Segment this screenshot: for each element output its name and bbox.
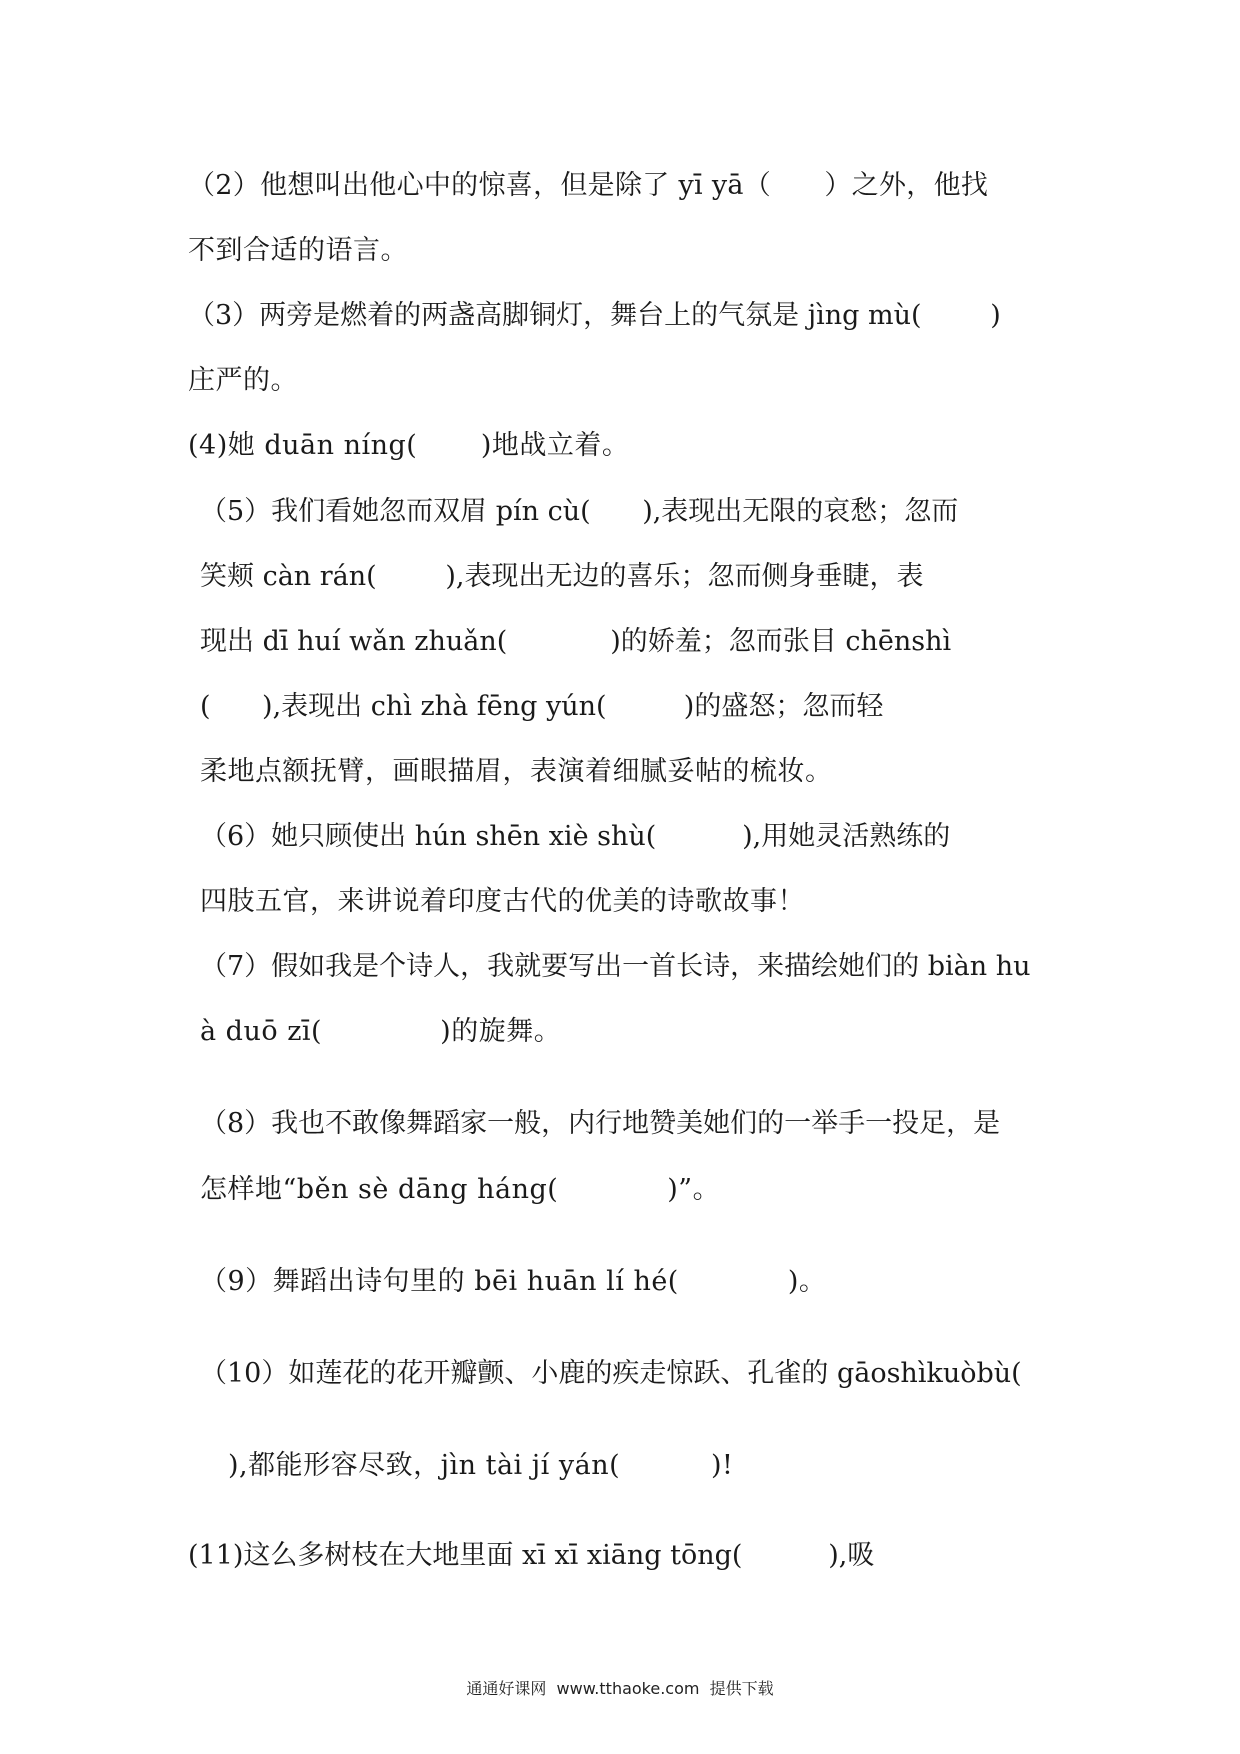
text-line: （8）我也不敢像舞蹈家一般，内行地赞美她们的一举手一投足，是 — [200, 1108, 1001, 1139]
page-footer: 通通好课网 www.tthaoke.com 提供下载 — [466, 1679, 774, 1698]
text-line: ),都能形容尽致，jìn tài jí yán( )! — [228, 1450, 734, 1481]
text-line: ( ),表现出 chì zhà fēng yún( )的盛怒；忽而轻 — [200, 691, 884, 722]
text-line: 庄严的。 — [188, 365, 298, 396]
text-line: (4)她 duān níng( )地战立着。 — [188, 430, 630, 461]
text-line: （2）他想叫出他心中的惊喜，但是除了 yī yā（ ）之外，他找 — [188, 170, 989, 201]
text-line: 现出 dī huí wǎn zhuǎn( )的娇羞；忽而张目 chēnshì — [200, 626, 952, 657]
text-line: （10）如莲花的花开瓣颤、小鹿的疾走惊跃、孔雀的 gāoshìkuòbù( — [200, 1358, 1022, 1389]
text-line: 笑颊 càn rán( ),表现出无边的喜乐；忽而侧身垂睫，表 — [200, 561, 924, 592]
text-line: 四肢五官，来讲说着印度古代的优美的诗歌故事！ — [200, 886, 805, 917]
text-line: （5）我们看她忽而双眉 pín cù( ),表现出无限的哀愁；忽而 — [200, 496, 959, 527]
text-line: （7）假如我是个诗人，我就要写出一首长诗，来描绘她们的 biàn hu — [200, 951, 1031, 982]
text-line: à duō zī( )的旋舞。 — [200, 1016, 562, 1047]
text-line: （3）两旁是燃着的两盏高脚铜灯，舞台上的气氛是 jìng mù( ) — [188, 300, 1001, 331]
text-line: 柔地点额抚臂，画眼描眉，表演着细腻妥帖的梳妆。 — [200, 756, 833, 787]
text-line: 不到合适的语言。 — [188, 235, 408, 266]
text-line: （6）她只顾使出 hún shēn xiè shù( ),用她灵活熟练的 — [200, 821, 951, 852]
text-line: 怎样地“běn sè dāng háng( )”。 — [200, 1174, 721, 1205]
text-line: (11)这么多树枝在大地里面 xī xī xiāng tōng( ),吸 — [188, 1540, 875, 1571]
text-line: （9）舞蹈出诗句里的 bēi huān lí hé( )。 — [200, 1266, 827, 1297]
